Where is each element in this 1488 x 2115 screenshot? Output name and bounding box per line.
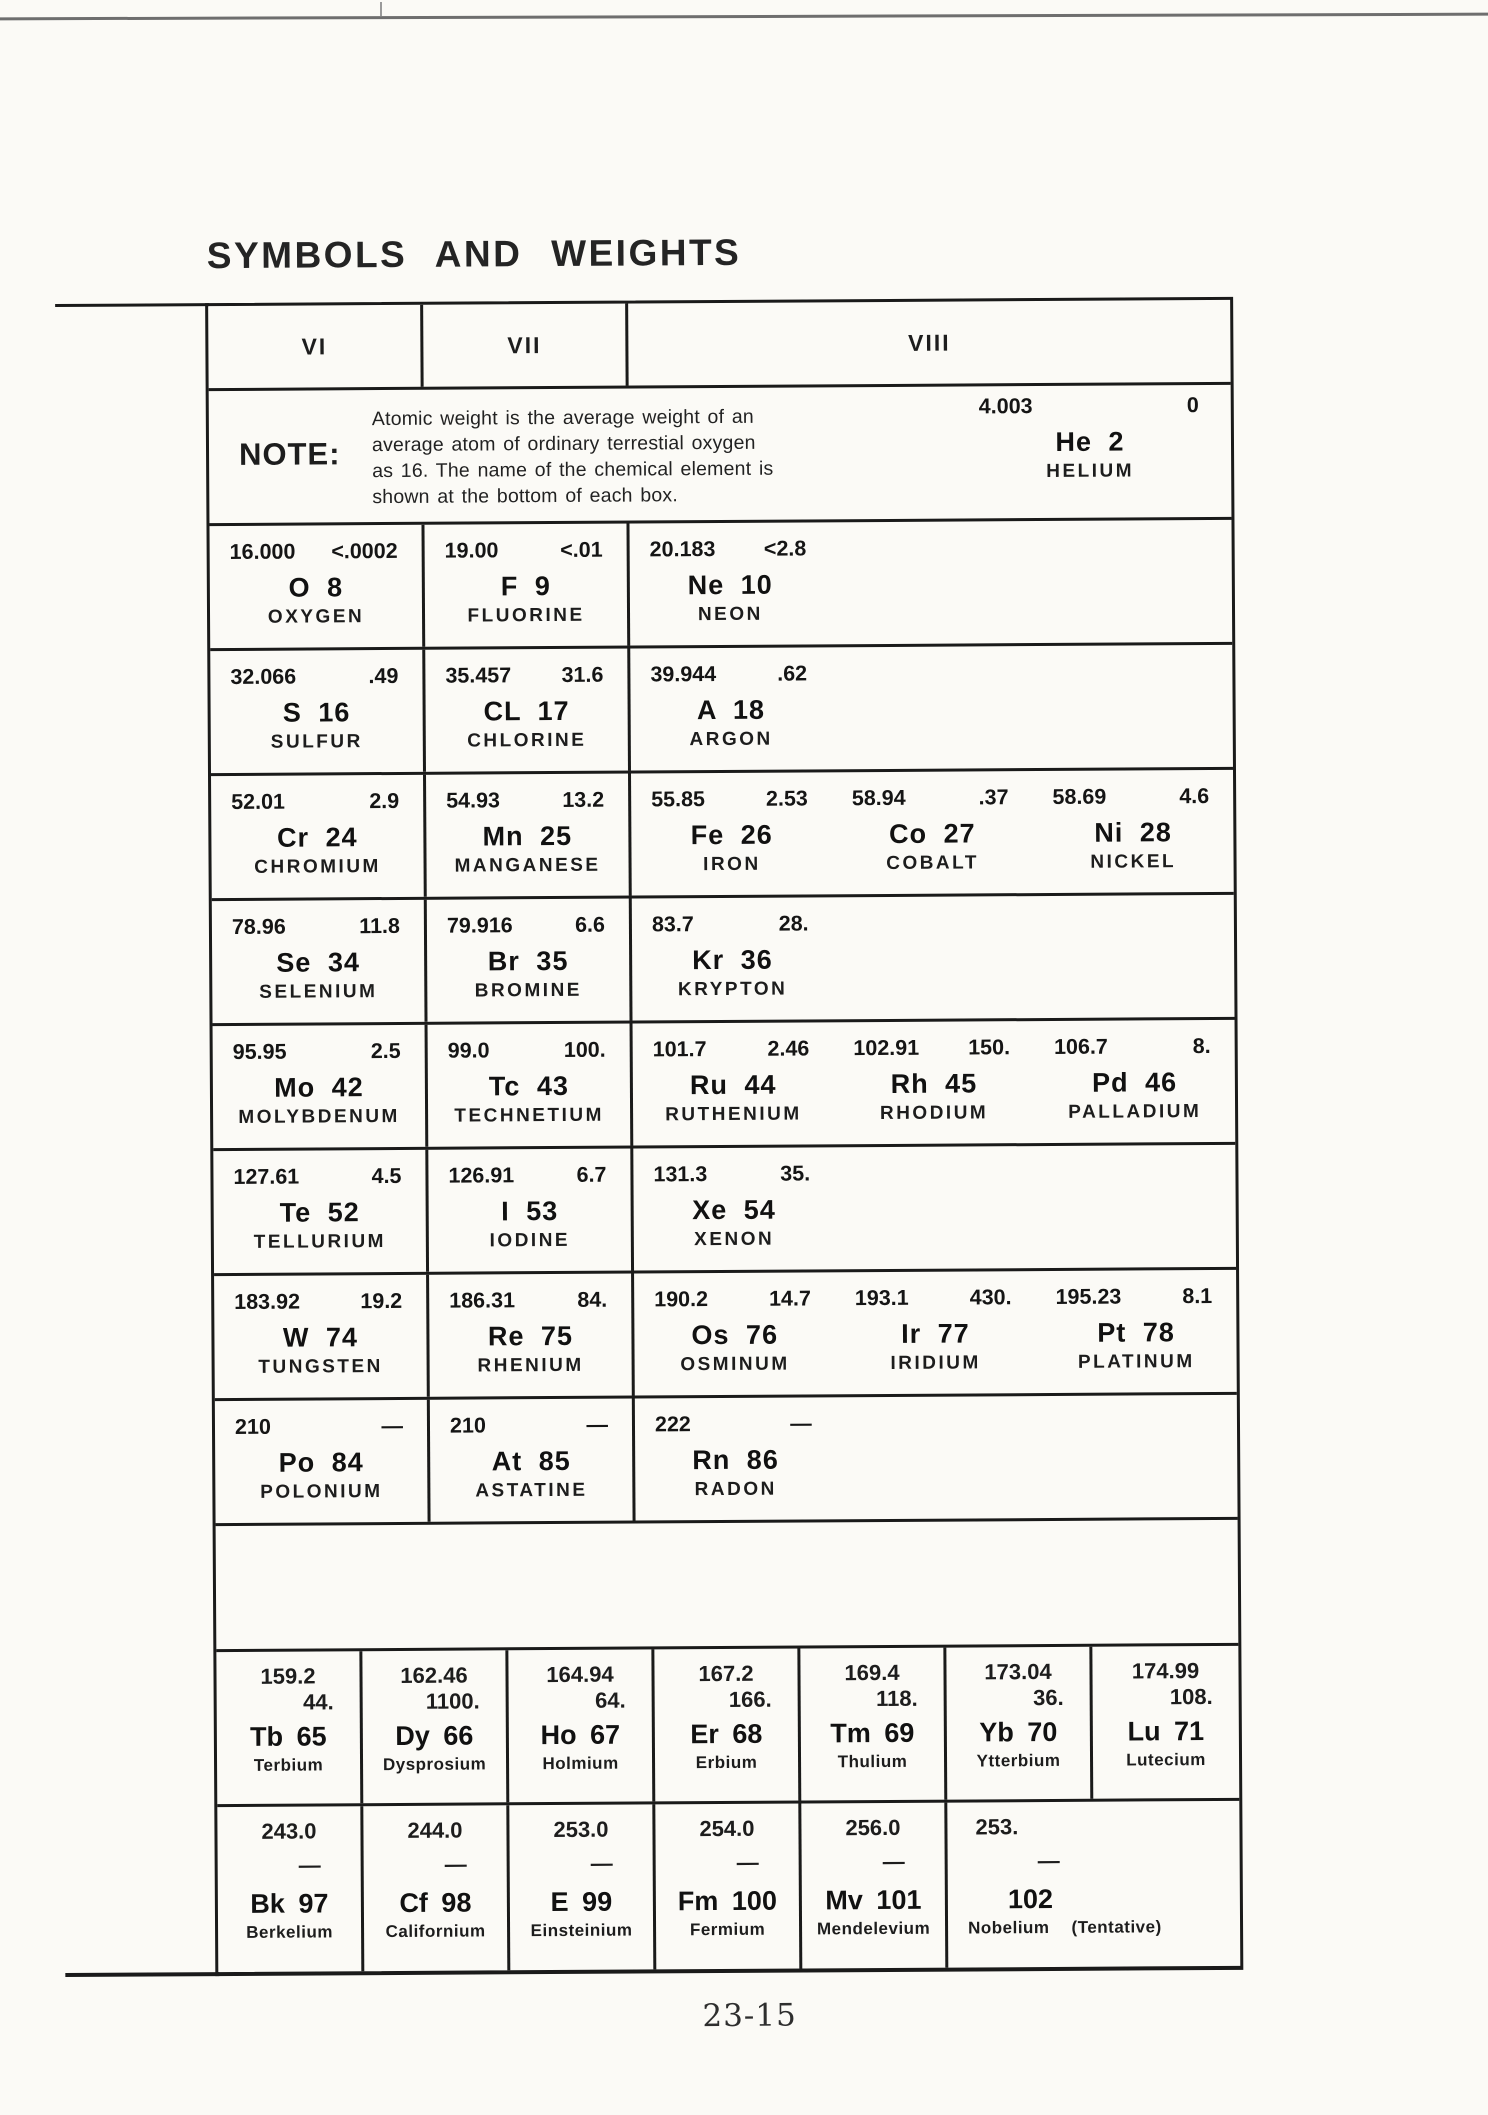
element-cell [632, 897, 833, 1020]
element-cell [210, 650, 426, 773]
element-weight-line [634, 1272, 835, 1312]
note-text-line: as 16. The name of the chemical element is [372, 457, 774, 483]
element-symbol: Xe 54 [692, 1194, 776, 1226]
element-weight-line [632, 897, 833, 937]
element-weight-line [631, 772, 832, 812]
element-symbol: Dy 66 [395, 1720, 474, 1751]
element-secondary-value: <2.8 [763, 536, 807, 561]
element-weight: 83.7 [651, 912, 694, 937]
element-cell [424, 524, 630, 647]
element-weight-line [426, 774, 628, 814]
element-name: SELENIUM [259, 981, 378, 1003]
element-weight: 173.04 [984, 1658, 1052, 1685]
element-secondary-value: 4.5 [371, 1163, 402, 1189]
element-cell [800, 1648, 947, 1801]
element-symbol: Ir 77 [901, 1318, 970, 1349]
element-cell [508, 1649, 655, 1802]
table-top-border-extension [55, 303, 209, 307]
element-weight-line [424, 524, 626, 564]
element-name: RHENIUM [477, 1354, 584, 1377]
element-symbol: Br 35 [487, 945, 569, 977]
element-symbol: Po 84 [278, 1447, 364, 1478]
element-row [211, 770, 1234, 901]
element-cell [1092, 1646, 1239, 1799]
element-name: Lutecium [1126, 1750, 1206, 1770]
element-secondary-value: — [790, 1411, 812, 1436]
element-secondary-value: — [444, 1851, 467, 1877]
element-symbol: Rn 86 [692, 1444, 779, 1476]
element-symbol: Fm 100 [677, 1885, 778, 1917]
element-cell [834, 1146, 1035, 1269]
note-text-line: shown at the bottom of each box. [372, 484, 679, 509]
element-cell [655, 1804, 802, 1970]
element-weight-line [633, 1147, 834, 1187]
element-symbol: CL 17 [483, 695, 570, 727]
element-cell [830, 521, 1031, 644]
element-name: NEON [697, 603, 763, 626]
element-weight: 35.457 [445, 663, 512, 688]
element-weight-line [429, 1274, 631, 1314]
element-symbol: Os 76 [691, 1319, 779, 1351]
element-name: RADON [694, 1478, 777, 1501]
element-weight-line [1035, 1270, 1236, 1310]
element-weight: 101.7 [652, 1037, 707, 1062]
element-name: Erbium [695, 1752, 758, 1773]
element-secondary-value: 84. [577, 1287, 608, 1312]
element-cell [428, 1024, 634, 1147]
element-cell [635, 1397, 836, 1520]
element-cell [835, 1271, 1036, 1394]
element-row [212, 895, 1235, 1026]
element-name: Dysprosium [382, 1754, 487, 1775]
element-secondary-value: — [736, 1849, 759, 1875]
element-symbol: Ru 44 [689, 1069, 777, 1101]
element-weight: 256.0 [845, 1814, 901, 1841]
element-secondary-value: .37 [978, 785, 1009, 810]
element-secondary-value: 0 [1186, 393, 1199, 418]
element-name: Berkelium [246, 1922, 333, 1942]
element-cell [509, 1804, 656, 1970]
element-weight: 162.46 [400, 1662, 468, 1688]
element-cell [426, 774, 632, 897]
element-secondary-value: 13.2 [562, 787, 605, 812]
element-secondary-value: <.0002 [331, 538, 398, 564]
group-header-viii: VIII [908, 329, 951, 356]
element-name: KRYPTON [677, 978, 788, 1001]
element-row [213, 1145, 1236, 1276]
element-weight: 4.003 [978, 394, 1033, 419]
element-name: IRIDIUM [890, 1352, 981, 1374]
element-weight: 210 [234, 1414, 271, 1439]
element-secondary-value: 100. [563, 1037, 606, 1062]
element-symbol: W 74 [282, 1322, 359, 1353]
element-secondary-value: 108. [1169, 1684, 1213, 1710]
element-cell [209, 525, 425, 648]
note-row [209, 385, 1232, 526]
element-weight: 99.0 [447, 1038, 490, 1063]
element-weight: 164.94 [546, 1661, 614, 1688]
element-symbol: Tb 65 [250, 1721, 327, 1752]
element-weight: 20.183 [649, 537, 716, 562]
element-secondary-value: <.01 [560, 537, 603, 562]
element-secondary-value: — [590, 1850, 613, 1876]
element-cell [947, 1801, 1240, 1968]
element-cell [835, 1396, 1036, 1519]
element-weight-line [633, 1022, 834, 1062]
element-secondary-value: 14.7 [768, 1286, 811, 1311]
element-name: Ytterbium [976, 1750, 1061, 1771]
group-viii-cells [629, 520, 1232, 646]
actinide-row [217, 1801, 1240, 1972]
element-name: RUTHENIUM [665, 1103, 802, 1126]
element-cell [1032, 645, 1233, 768]
group-header-vii: VII [423, 304, 628, 387]
element-name: OSMINUM [680, 1353, 790, 1376]
element-row [213, 1020, 1236, 1151]
empty-row [216, 1520, 1239, 1652]
element-symbol: Se 34 [276, 947, 361, 978]
element-weight-line [210, 650, 422, 690]
element-weight: 174.99 [1131, 1658, 1200, 1684]
element-symbol: Ne 10 [687, 569, 773, 601]
element-row [210, 645, 1233, 776]
element-weight-line [211, 775, 423, 815]
element-name: NICKEL [1090, 851, 1177, 873]
element-name: PLATINUM [1077, 1351, 1195, 1373]
element-name: CHLORINE [467, 729, 587, 752]
element-cell [428, 1149, 634, 1272]
group-header-vi: VI [208, 305, 423, 388]
element-symbol: Yb 70 [979, 1716, 1058, 1748]
element-secondary-value: 31.6 [561, 662, 604, 687]
element-secondary-value: 8.1 [1182, 1283, 1213, 1309]
group-viii-cells [630, 645, 1233, 771]
element-weight: 167.2 [698, 1660, 754, 1687]
element-name: MANGANESE [454, 854, 601, 877]
element-secondary-value: 19.2 [360, 1288, 403, 1314]
element-name: HELIUM [1046, 460, 1135, 482]
element-symbol: Mn 25 [482, 820, 573, 852]
element-name: POLONIUM [260, 1481, 383, 1503]
element-secondary-value: 166. [728, 1686, 772, 1712]
element-weight: 210 [449, 1413, 486, 1438]
element-weight: 106.7 [1053, 1034, 1108, 1059]
element-symbol: Cr 24 [277, 822, 358, 853]
element-weight: 54.93 [446, 788, 501, 813]
element-weight-line [430, 1399, 632, 1439]
element-weight: 79.916 [446, 913, 513, 938]
element-weight-line [961, 391, 1219, 420]
element-cell [215, 1400, 431, 1523]
element-cell [217, 1806, 364, 1972]
element-weight: 55.85 [651, 787, 706, 812]
element-weight-line [629, 522, 830, 562]
element-secondary-value: 4.6 [1179, 784, 1210, 809]
group-viii-cells [632, 895, 1235, 1021]
element-weight-line [425, 649, 627, 689]
element-cell [213, 1025, 429, 1148]
element-cell [1031, 520, 1232, 643]
element-weight: 243.0 [261, 1818, 317, 1844]
element-name: Holmium [542, 1753, 619, 1774]
element-name: Mendelevium [816, 1918, 931, 1939]
group-header-row [208, 300, 1231, 391]
element-weight-line [212, 900, 424, 940]
group-viii-cells [633, 1145, 1236, 1271]
element-symbol: Pt 78 [1097, 1317, 1175, 1348]
element-name: ASTATINE [475, 1479, 588, 1502]
element-name: RHODIUM [879, 1102, 989, 1125]
element-weight-line [428, 1149, 630, 1189]
element-symbol: Mv 101 [825, 1884, 922, 1916]
element-symbol: Er 68 [690, 1718, 763, 1750]
element-symbol: 102 [1007, 1883, 1054, 1915]
element-weight: 159.2 [260, 1663, 316, 1689]
element-cell [427, 899, 633, 1022]
element-cell [832, 896, 1033, 1019]
note-label: NOTE: [238, 436, 341, 472]
element-secondary-value: 28. [778, 911, 809, 936]
element-cell [425, 649, 631, 772]
element-weight: 190.2 [654, 1287, 709, 1312]
element-weight-line [215, 1400, 427, 1440]
element-weight: 131.3 [653, 1162, 708, 1187]
element-weight: 102.91 [853, 1035, 920, 1061]
element-secondary-value: 2.5 [370, 1038, 401, 1064]
element-weight: 183.92 [234, 1289, 301, 1314]
element-symbol: E 99 [550, 1886, 613, 1918]
element-secondary-value: 2.53 [765, 786, 808, 811]
element-cell [832, 771, 1033, 894]
element-cell [430, 1399, 636, 1522]
element-weight: 253. [975, 1814, 1019, 1840]
element-secondary-value: 2.46 [767, 1036, 810, 1061]
element-name: PALLADIUM [1068, 1101, 1202, 1123]
element-cell [631, 772, 832, 895]
element-secondary-value: — [586, 1412, 609, 1437]
element-cell [1035, 1145, 1236, 1268]
element-secondary-value: 150. [968, 1035, 1011, 1060]
element-symbol: Mo 42 [274, 1072, 364, 1103]
element-weight: 169.4 [844, 1659, 900, 1686]
element-weight: 126.91 [448, 1163, 515, 1188]
element-secondary-value: 118. [875, 1685, 918, 1712]
element-symbol: Kr 36 [692, 944, 773, 976]
element-name: BROMINE [474, 979, 583, 1002]
element-name: SULFUR [270, 731, 363, 753]
element-secondary-value: 1100. [425, 1688, 480, 1714]
element-cell [630, 647, 831, 770]
element-cell [654, 1649, 801, 1802]
element-name: TELLURIUM [253, 1231, 387, 1253]
element-secondary-value: 8. [1192, 1034, 1211, 1059]
element-weight: 222 [654, 1412, 691, 1437]
element-secondary-value: 44. [302, 1689, 334, 1715]
element-weight: 254.0 [699, 1815, 755, 1842]
element-secondary-value: 64. [594, 1687, 626, 1713]
element-name: CHROMIUM [254, 856, 381, 878]
element-cell [214, 1275, 430, 1398]
group-viii-cells [633, 1020, 1236, 1146]
element-weight: 253.0 [553, 1816, 609, 1843]
element-cell [1034, 1020, 1235, 1143]
element-weight: 32.066 [230, 664, 297, 689]
element-secondary-value: — [1037, 1847, 1060, 1874]
element-symbol: Co 27 [889, 818, 976, 849]
element-cell [633, 1147, 834, 1270]
element-cell [1035, 1270, 1236, 1393]
page-title: SYMBOLS AND WEIGHTS [206, 231, 742, 277]
element-weight: 52.01 [231, 789, 286, 814]
element-symbol: Rh 45 [890, 1068, 978, 1099]
element-weight: 16.000 [229, 539, 296, 564]
element-weight: 58.94 [851, 785, 906, 811]
element-secondary-value: — [882, 1848, 905, 1875]
element-cell [363, 1805, 510, 1971]
element-secondary-value: .62 [777, 661, 808, 686]
element-secondary-value: 6.6 [574, 912, 606, 937]
element-weight-line [1034, 1020, 1235, 1060]
element-cell [212, 900, 428, 1023]
element-cell [429, 1274, 635, 1397]
element-name: Thulium [837, 1751, 908, 1772]
note-text [372, 403, 933, 510]
element-symbol: A 18 [696, 694, 766, 726]
element-cell [1033, 895, 1234, 1018]
element-weight-line [209, 525, 421, 565]
element-symbol: O 8 [288, 572, 344, 603]
element-cell [1032, 770, 1233, 893]
element-cell-helium [961, 391, 1220, 484]
element-weight-line [1032, 770, 1233, 810]
element-weight: 78.96 [231, 914, 286, 939]
element-cell [213, 1150, 429, 1273]
element-name: OXYGEN [267, 606, 365, 628]
element-symbol: Te 52 [279, 1197, 360, 1228]
element-weight: 195.23 [1055, 1284, 1122, 1309]
element-weight: 193.1 [854, 1285, 909, 1311]
element-secondary-value: 6.7 [576, 1162, 607, 1187]
element-secondary-value: — [298, 1852, 321, 1878]
element-weight-line [427, 899, 629, 939]
element-secondary-value: 36. [1032, 1684, 1064, 1711]
element-symbol: He 2 [1055, 426, 1125, 457]
element-name: Californium [385, 1921, 486, 1942]
element-symbol: Tm 69 [830, 1717, 915, 1749]
element-weight: 244.0 [407, 1817, 463, 1843]
element-weight-line [214, 1275, 426, 1315]
element-cell [211, 775, 427, 898]
element-name: FLUORINE [467, 604, 585, 627]
element-secondary-value: 430. [969, 1285, 1012, 1310]
element-name: Einsteinium [530, 1920, 633, 1941]
element-weight-line [635, 1397, 836, 1437]
element-symbol: Ni 28 [1094, 817, 1172, 848]
element-name: Fermium [689, 1919, 766, 1940]
element-secondary-value: 35. [780, 1161, 811, 1186]
element-cell [634, 1272, 835, 1395]
element-cell [633, 1022, 834, 1145]
note-text-line: Atomic weight is the average weight of an [371, 405, 754, 431]
element-name: TECHNETIUM [454, 1104, 604, 1127]
element-symbol: S 16 [282, 697, 351, 728]
element-weight-line [833, 1021, 1034, 1061]
element-rows [209, 520, 1237, 1526]
element-cell [1036, 1395, 1237, 1518]
element-name: Nobelium (Tentative) [968, 1917, 1162, 1938]
element-symbol: Ho 67 [540, 1719, 621, 1751]
element-weight: 19.00 [444, 538, 499, 563]
element-secondary-value: 11.8 [359, 913, 401, 939]
note-text-line: average atom of ordinary terrestial oxygen [371, 431, 756, 457]
element-row [209, 520, 1232, 651]
element-weight-line [213, 1025, 425, 1065]
element-name: MOLYBDENUM [238, 1105, 400, 1128]
element-secondary-value: — [381, 1413, 404, 1439]
lanthanide-row [216, 1646, 1239, 1807]
element-name: IRON [703, 853, 761, 876]
element-weight-line [428, 1024, 630, 1064]
element-weight: 58.69 [1052, 784, 1107, 809]
page-number: 23-15 [702, 1997, 797, 2035]
element-symbol: I 53 [501, 1195, 559, 1227]
element-weight: 127.61 [233, 1164, 300, 1189]
element-row [214, 1270, 1237, 1401]
element-row [215, 1395, 1238, 1526]
element-cell [629, 522, 830, 645]
element-weight-line [630, 647, 831, 687]
group-viii-cells [635, 1395, 1238, 1521]
element-symbol: Cf 98 [399, 1887, 472, 1918]
element-secondary-value: .49 [368, 663, 399, 689]
element-name: IODINE [489, 1229, 571, 1252]
table-bottom-border-extension [65, 1972, 219, 1977]
element-name: COBALT [886, 852, 979, 874]
element-symbol: At 85 [491, 1445, 571, 1477]
element-symbol: Lu 71 [1127, 1716, 1205, 1747]
group-viii-cells [634, 1270, 1237, 1396]
element-name: TUNGSTEN [258, 1356, 383, 1378]
element-weight-line [835, 1271, 1036, 1311]
element-weight-line [213, 1150, 425, 1190]
element-symbol: F 9 [500, 571, 551, 602]
element-cell [801, 1803, 948, 1969]
periodic-table-section [205, 297, 1243, 1976]
element-symbol: Re 75 [487, 1320, 574, 1352]
element-weight: 186.31 [449, 1288, 516, 1313]
element-symbol: Pd 46 [1091, 1067, 1178, 1098]
element-weight: 95.95 [232, 1039, 287, 1064]
group-viii-cells [631, 770, 1234, 896]
element-name: Terbium [253, 1755, 324, 1775]
element-symbol: Tc 43 [488, 1070, 570, 1102]
element-cell [216, 1651, 363, 1804]
element-name: XENON [694, 1228, 775, 1251]
element-name-qualifier: (Tentative) [1071, 1917, 1162, 1937]
element-cell [946, 1647, 1093, 1800]
element-cell [362, 1650, 509, 1803]
element-secondary-value: 2.9 [369, 788, 400, 814]
element-symbol: Fe 26 [690, 819, 773, 851]
element-cell [831, 646, 1032, 769]
element-symbol: Bk 97 [250, 1888, 329, 1919]
element-weight: 39.944 [650, 662, 717, 687]
symbols-weights-table [205, 297, 1243, 1976]
element-name: ARGON [689, 728, 773, 751]
element-cell [833, 1021, 1034, 1144]
element-weight-line [832, 771, 1033, 811]
